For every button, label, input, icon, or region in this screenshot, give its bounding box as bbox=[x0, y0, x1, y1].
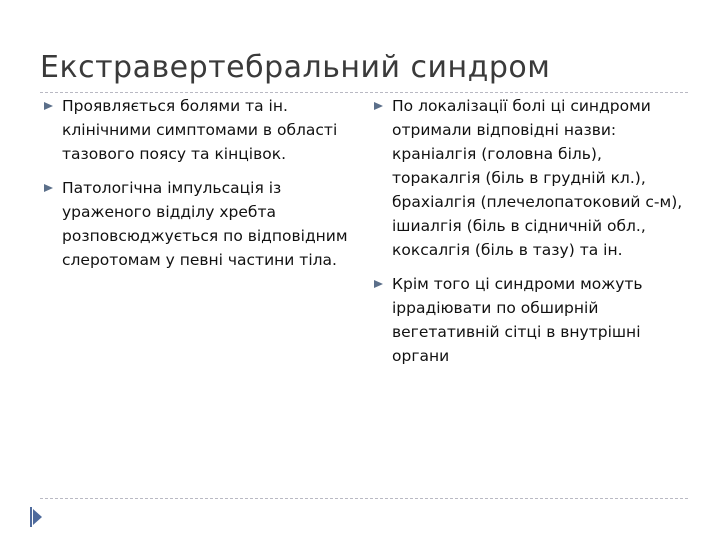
triangle-bullet-icon bbox=[374, 280, 383, 288]
bullet-item bbox=[40, 176, 350, 272]
bullet-item bbox=[40, 94, 350, 166]
bullet-item bbox=[370, 272, 690, 368]
bullet-text: Проявляється болями та ін. клінічними симптомами в області тазового поясу та кінцівок. bbox=[62, 97, 338, 163]
right-column bbox=[370, 94, 690, 378]
title-divider bbox=[40, 92, 688, 93]
footer-divider bbox=[40, 498, 688, 499]
bullet-item bbox=[370, 94, 690, 262]
triangle-bullet-icon bbox=[44, 184, 53, 192]
left-column bbox=[40, 94, 350, 282]
nav-bar-icon bbox=[30, 507, 32, 527]
bullet-text: Крім того ці синдроми можуть іррадіювати по обширній вегетативній сітці в внутрішні органи bbox=[392, 275, 643, 365]
bullet-text: Патологічна імпульсація із ураженого відділу хребта розповсюджується по відповідним слеротомам у певні частини тіла. bbox=[62, 179, 348, 269]
bullet-text: По локалізації болі ці синдроми отримали відповідні назви: краніалгія (головна біль), торакалгія (біль в грудній кл.), брахіалгія (плечелопатоковий с-м), ішиалгія (біль в сідничній обл., коксалгія (біль в тазу) та ін. bbox=[392, 97, 683, 259]
triangle-bullet-icon bbox=[374, 102, 383, 110]
slide-title: Екстравертебральний синдром bbox=[40, 50, 551, 85]
triangle-bullet-icon bbox=[44, 102, 53, 110]
play-arrow-icon[interactable] bbox=[33, 509, 42, 525]
